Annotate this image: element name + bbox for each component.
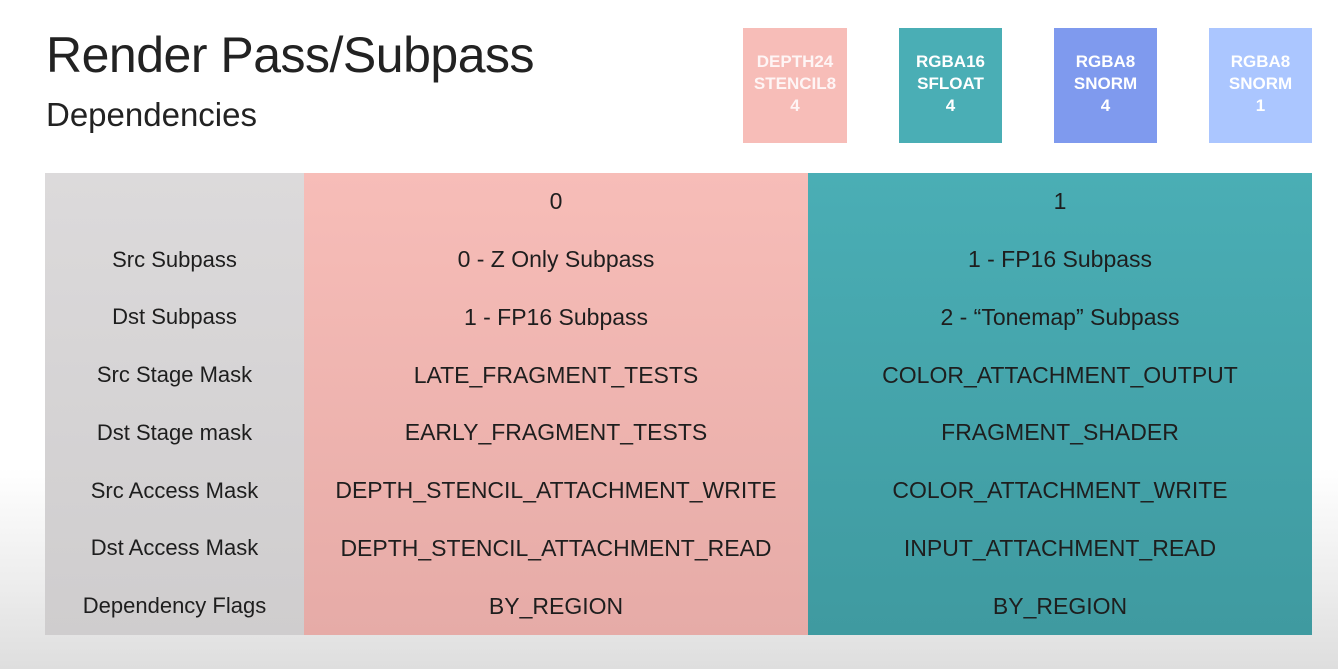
attachment-format-line: RGBA8 xyxy=(1230,52,1291,71)
attachment-rgba8-snorm-1 xyxy=(1209,28,1312,143)
table-cell: DEPTH_STENCIL_ATTACHMENT_WRITE xyxy=(335,477,777,504)
row-label-src-subpass: Src Subpass xyxy=(112,246,237,272)
table-cell: DEPTH_STENCIL_ATTACHMENT_READ xyxy=(340,534,772,561)
column-header: 0 xyxy=(549,188,563,215)
attachment-depth24-stencil8 xyxy=(743,28,847,143)
table-cell: 1 - FP16 Subpass xyxy=(967,246,1153,273)
dependency-column-0 xyxy=(304,173,808,635)
row-label-empty xyxy=(45,173,304,231)
row-label-dst-stage-mask: Dst Stage mask xyxy=(96,419,253,445)
attachment-format-line: SNORM xyxy=(1073,74,1138,93)
attachment-format-line: RGBA16 xyxy=(916,52,985,71)
attachment-format-line: RGBA8 xyxy=(1075,52,1136,71)
attachment-rgba16-sfloat xyxy=(899,28,1002,143)
row-label-dependency-flags: Dependency Flags xyxy=(82,593,267,619)
table-cell: FRAGMENT_SHADER xyxy=(941,419,1179,446)
table-cell: 0 - Z Only Subpass xyxy=(457,246,655,273)
attachment-format-line: SNORM xyxy=(1228,74,1293,93)
table-cell: COLOR_ATTACHMENT_OUTPUT xyxy=(882,361,1238,388)
column-header: 1 xyxy=(1053,188,1067,215)
row-label-column xyxy=(45,173,304,635)
attachment-format-line: STENCIL8 xyxy=(753,74,837,93)
attachment-sample-count: 4 xyxy=(1100,96,1111,115)
table-cell: BY_REGION xyxy=(488,592,624,619)
slide-subtitle: Dependencies xyxy=(46,96,257,133)
table-cell: BY_REGION xyxy=(992,592,1128,619)
attachment-format-line: SFLOAT xyxy=(917,74,984,93)
row-label-dst-subpass: Dst Subpass xyxy=(112,304,237,330)
dependency-table xyxy=(45,173,1312,635)
attachment-format-line: DEPTH24 xyxy=(756,52,834,71)
dependency-column-1 xyxy=(808,173,1312,635)
table-cell: EARLY_FRAGMENT_TESTS xyxy=(404,419,708,446)
attachment-sample-count: 4 xyxy=(945,96,956,115)
row-label-src-access-mask: Src Access Mask xyxy=(90,477,259,503)
row-label-dst-access-mask: Dst Access Mask xyxy=(90,535,259,561)
table-cell: COLOR_ATTACHMENT_WRITE xyxy=(892,477,1228,504)
attachment-rgba8-snorm-4 xyxy=(1054,28,1157,143)
slide-title: Render Pass/Subpass xyxy=(46,27,535,83)
table-cell: LATE_FRAGMENT_TESTS xyxy=(413,361,699,388)
table-cell: 2 - “Tonemap” Subpass xyxy=(940,303,1180,330)
table-cell: 1 - FP16 Subpass xyxy=(463,303,649,330)
attachment-sample-count: 4 xyxy=(790,96,800,115)
attachment-sample-count: 1 xyxy=(1255,96,1266,115)
table-cell: INPUT_ATTACHMENT_READ xyxy=(903,534,1217,561)
row-label-src-stage-mask: Src Stage Mask xyxy=(96,362,253,388)
